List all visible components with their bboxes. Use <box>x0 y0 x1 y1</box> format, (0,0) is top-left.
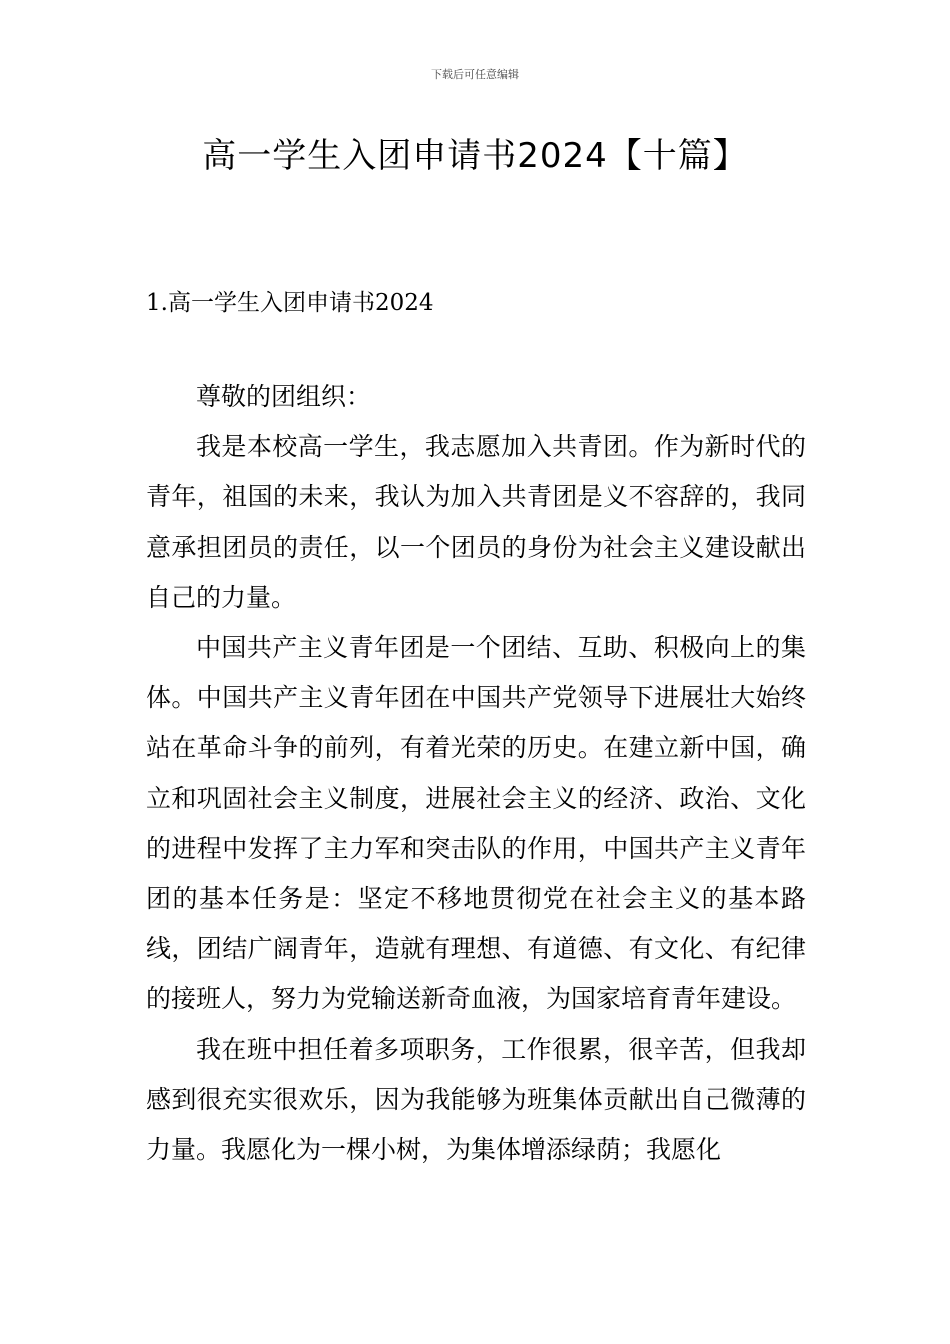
letter-body <box>146 372 806 1175</box>
document-title: 高一学生入团申请书2024【十篇】 <box>202 136 748 176</box>
salutation: 尊敬的团组织： <box>196 382 372 411</box>
body-paragraph: 中国共产主义青年团是一个团结、互助、积极向上的集体。中国共产主义青年团在中国共产党领导下进展壮大始终站在革命斗争的前列，有着光荣的历史。在建立新中国，确立和巩固社会主义制度，进展社会主义的经济、政治、文化的进程中发挥了主力军和突击队的作用，中国共产主义青年团的基本任务是：坚定不移地贯彻党在社会主义的基本路线，团结广阔青年，造就有理想、有道德、有文化、有纪律的接班人，努力为党输送新奇血液，为国家培育青年建设。 <box>146 633 806 1014</box>
body-paragraph: 我在班中担任着多项职务，工作很累，很辛苦，但我却感到很充实很欢乐，因为我能够为班集体贡献出自己微薄的力量。我愿化为一棵小树，为集体增添绿荫；我愿化 <box>146 1034 806 1165</box>
body-paragraph: 我是本校高一学生，我志愿加入共青团。作为新时代的青年，祖国的未来，我认为加入共青团是义不容辞的，我同意承担团员的责任，以一个团员的身份为社会主义建设献出自己的力量。 <box>146 432 806 612</box>
header-note: 下载后可任意编辑 <box>431 68 519 81</box>
section-heading: 1.高一学生入团申请书2024 <box>146 290 434 316</box>
